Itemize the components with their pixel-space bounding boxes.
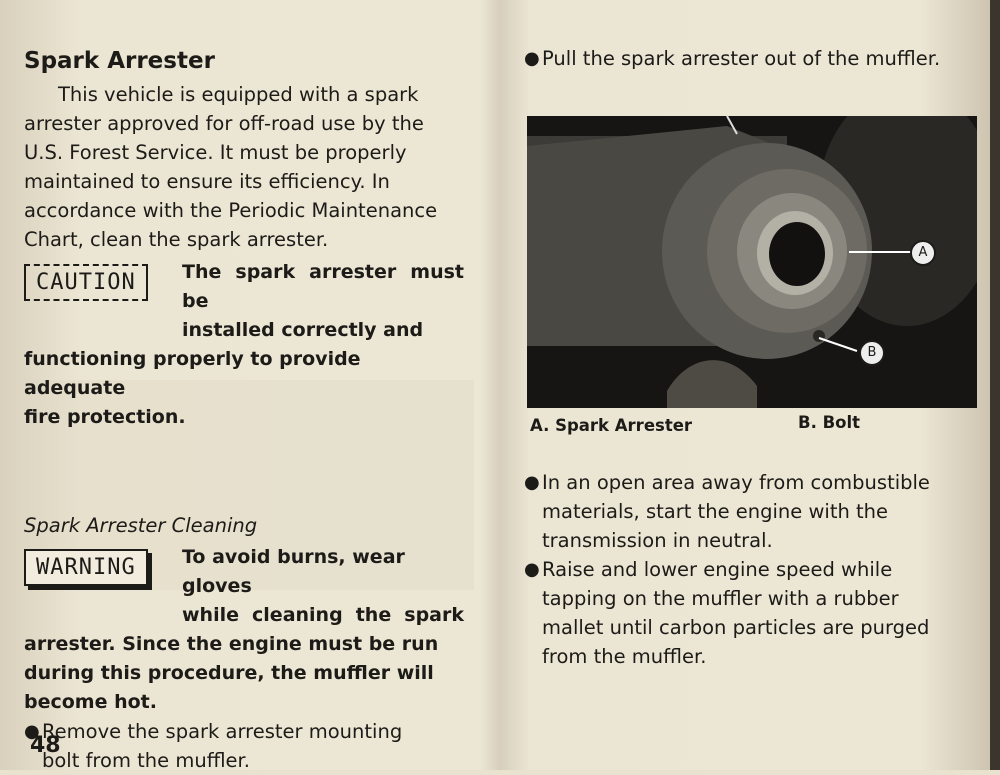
intro-line: Chart, clean the spark arrester. <box>24 228 329 251</box>
page-number: 48 <box>30 733 61 758</box>
caption-bolt: B. Bolt <box>798 413 861 432</box>
caution-line: fire protection. <box>24 406 186 428</box>
warning-line: during this procedure, the muffler will <box>24 662 434 684</box>
callout-b: B <box>859 340 885 366</box>
bullet-line: Pull the spark arrester out of the muffler. <box>542 47 941 70</box>
bullet-icon: ● <box>524 48 540 69</box>
bullet-line: bolt from the muffler. <box>42 749 250 772</box>
intro-paragraph <box>24 80 464 254</box>
bullet-item <box>524 468 972 555</box>
muffler-illustration <box>527 116 977 408</box>
bullet-line: Remove the spark arrester mounting <box>42 720 403 743</box>
bullet-icon: ● <box>24 721 40 742</box>
bullet-line: mallet until carbon particles are purged <box>542 616 930 639</box>
bullet-line: Raise and lower engine speed while <box>542 558 893 581</box>
caption-spark-arrester: A. Spark Arrester <box>530 416 693 435</box>
right-column-top <box>524 44 974 73</box>
warning-text <box>24 630 464 717</box>
bullet-line: from the muffler. <box>542 645 707 668</box>
book-edge <box>990 0 1000 770</box>
intro-line: accordance with the Periodic Maintenance <box>24 199 438 222</box>
warning-label: WARNING <box>24 549 148 586</box>
caution-line: functioning properly to provide adequate <box>24 348 361 399</box>
caution-text <box>24 345 464 432</box>
caution-line: The spark arrester must be <box>182 261 464 312</box>
callout-a: A <box>910 240 936 266</box>
intro-line: This vehicle is equipped with a spark <box>58 83 419 106</box>
bullet-line: materials, start the engine with the <box>542 500 889 523</box>
warning-line: while cleaning the spark <box>182 604 464 626</box>
intro-line: maintained to ensure its efficiency. In <box>24 170 390 193</box>
bullet-icon: ● <box>524 559 540 580</box>
warning-line: become hot. <box>24 691 157 713</box>
warning-line: arrester. Since the engine must be run <box>24 633 439 655</box>
left-column <box>24 48 464 775</box>
bullet-icon: ● <box>524 472 540 493</box>
intro-line: arrester approved for off-road use by the <box>24 112 424 135</box>
warning-block <box>24 543 464 630</box>
intro-line: U.S. Forest Service. It must be properly <box>24 141 407 164</box>
right-column-bottom <box>524 468 972 671</box>
bullet-line: In an open area away from combustible <box>542 471 930 494</box>
bullet-item <box>24 717 464 775</box>
bullet-line: tapping on the muffler with a rubber <box>542 587 899 610</box>
bullet-item <box>524 555 972 671</box>
muffler-photo <box>527 116 977 408</box>
caution-line: installed correctly and <box>182 319 424 341</box>
section-heading: Spark Arrester <box>24 48 215 74</box>
subheading: Spark Arrester Cleaning <box>24 514 258 537</box>
caution-label: CAUTION <box>24 264 148 301</box>
warning-line: To avoid burns, wear gloves <box>182 546 405 597</box>
bullet-line: transmission in neutral. <box>542 529 773 552</box>
caution-block <box>24 258 464 345</box>
